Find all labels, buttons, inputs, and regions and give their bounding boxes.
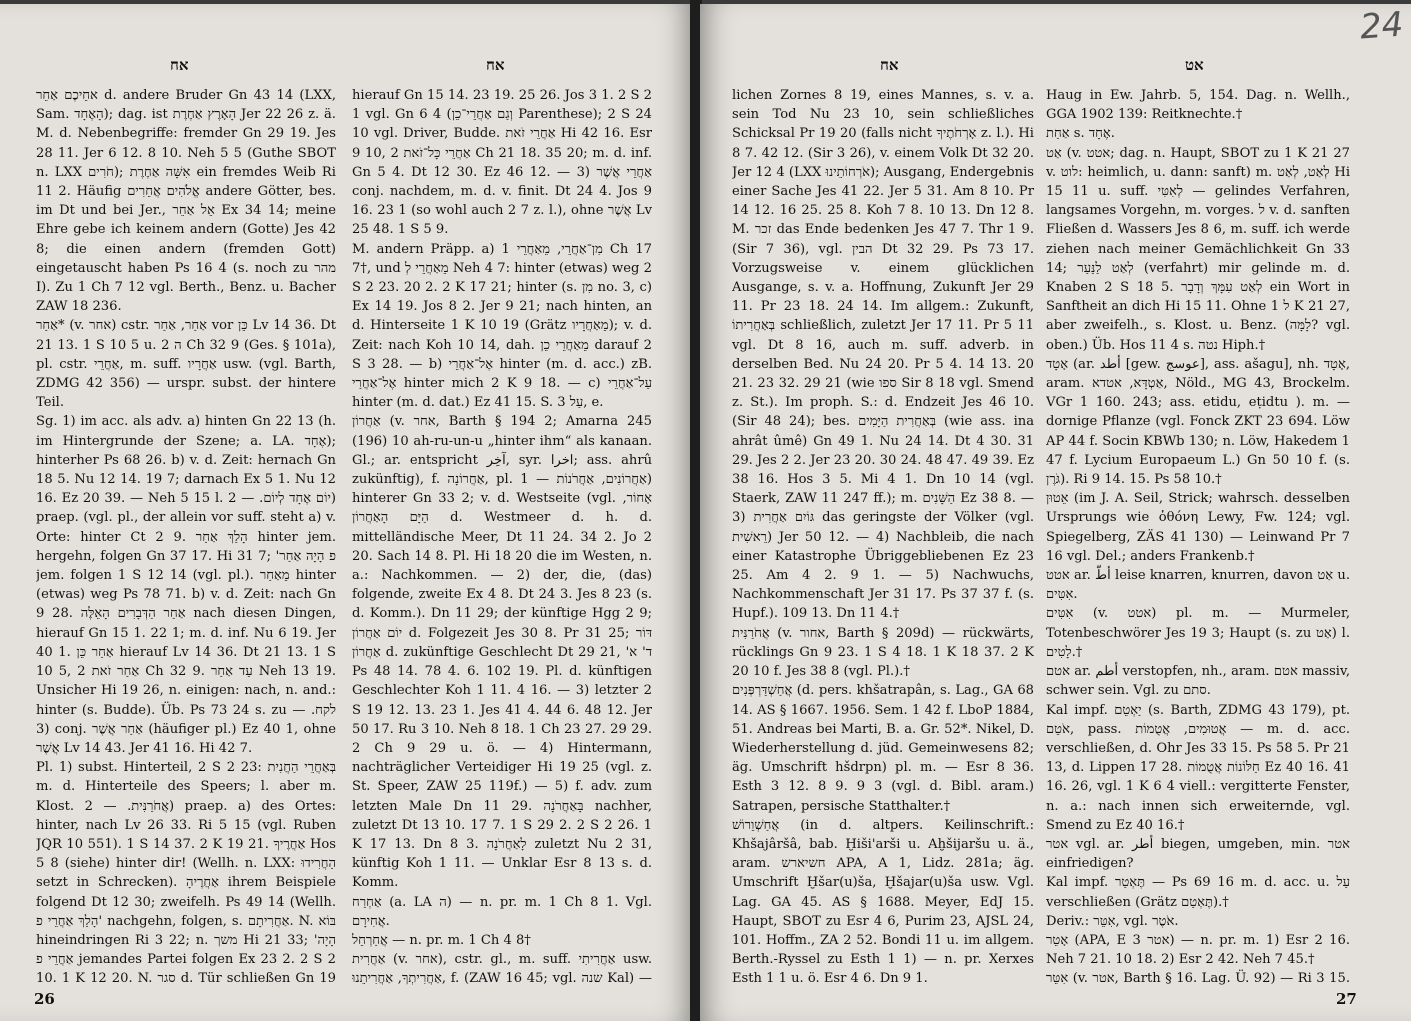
entry-paragraph: אַחֲרִית (v. אחר), cstr. gl., m. suff. אַחֲרִיתִי usw. אַחֲרִיתְךָ, אַחֲרִיתֵנוּ, f. (ZAW 16 45; vgl. שנה Kal) — xyxy=(352,952,652,986)
entry-paragraph: Haug in Ew. Jahrb. 5, 154. Dag. n. Wellh., GGA 1902 139: Reitknechte.† xyxy=(1046,88,1350,123)
entry-paragraph: אָטֵר (APA, E 3 אטר) — n. pr. m. 1) Esr 2 16. Neh 7 21. 10 18. 2) Esr 2 42. Neh 7 45.† xyxy=(1046,932,1350,968)
entry-paragraph: אִטֵּר (v. אטר, Barth § 16. Lag. Ü. 92) — Ri 3 15. xyxy=(1046,971,1350,986)
entry-paragraph: אטט ar. أطّ leise knarren, knurren, davon אַט u. אִטִּים. xyxy=(1046,568,1350,603)
entry-paragraph: אָטָד (ar. أطد [gew. عوسج], ass. ašagu], nh. אָטָד, aram. אַטְדָּא, אטדא, Nöld., MG 43, Brockelm. VGr 1 160. 243; ass. etidu, eṭidtu ). m. — dornige Pflanze (vgl. Fonck ZKT 23 694. Löw AP 44 f. Socin KBWb 130; n. Löw, Hakedem 1 47 f. Lycium Europaeum L.) Gn 50 10 f. (s. גֹּרֶן). Ri 9 14. 15. Ps 58 10.† xyxy=(1046,356,1350,488)
entry-paragraph: אַחְרַח (a. LA ה) — n. pr. m. 1 Ch 8 1. Vgl. אֲחִירָם. xyxy=(352,894,652,929)
right-page-column-1 xyxy=(732,86,1034,986)
left-page-number: 26 xyxy=(34,990,55,1008)
entry-paragraph: lichen Zornes 8 19, eines Mannes, s. v. a. sein Tod Nu 23 10, sein schließliches Schicksal Pr 19 20 (falls nicht אָרְחֹתֶיךָ z. l.). Hi 8 7. 42 12. (Sir 3 26), v. einem Volk Dt 32 20. Jer 12 4 (LXX אֹרְחוֹתֵינוּ); Ausgang, Endergebnis einer Sache Jes 41 22. Jer 5 31. Am 8 10. Pr 14 12. 16 25. 25 8. Koh 7 8. 10 13. Dn 12 8. M. זכר das Ende bedenken Jes 47 7. Thr 1 9. (Sir 7 36), vgl. הבין Dt 32 29. Ps 73 17. Vorzugsweise v. einem glücklichen Ausgange, s. v. a. Hoffnung, Zukunft Jer 29 11. Pr 23 18. 24 14. Im allgem.: Zukunft, בְּאַחֲרִיתוֹ schließlich, zuletzt Jer 17 11. Pr 5 11 vgl. Dt 8 16, auch m. suff. adverb. in derselben Bed. Nu 24 20. Pr 5 4. 14 13. 20 21. 23 32. 29 21 (wie ספו Sir 8 18 vgl. Smend z. St.). Im proph. S.: d. Endzeit Jes 46 10. (Sir 48 24); bes. בְּאַחֲרִית הַיָּמִים (wie ass. ina ahrât ûmê) Gn 49 1. Nu 24 14. Dt 4 30. 31 29. Jes 2 2. Jer 23 20. 30 24. 48 47. 49 39. Ez 38 16. Hos 3 5. Mi 4 1. Dn 10 14 (vgl. Staerk, ZAW 11 247 ff.); m. הַשָּׁנִים Ez 38 8. — 3) גּוֹיִם אַחֲרִית das geringste der Völker (vgl. רֵאשִׁית) Jer 50 12. — 4) Nachbleib, die nach einer Katastrophe Übriggebliebenen Ez 23 25. Am 4 2. 9 1. — 5) Nachwuchs, Nachkommenschaft Jer 31 17. Ps 37 37 f. (s. Hupf.). 109 13. Dn 11 4.† xyxy=(732,88,1034,622)
entry-paragraph: Pl. 1) subst. Hinterteil, 2 S 2 23: בְּאַחֲרֵי הַחֲנִית m. d. Hinterteile des Speers; l. aber m. Klost. אֲחֹרַנִּית. — 2) praep. a) des Ortes: hinter, nach Lv 26 33. Ri 5 15 (vgl. Ruben JQR 10 551). 1 S 14 37. 2 K 19 21. אַחֲרֶיךָ Hos 5 8 (siehe) hinter dir! (Wellh. n. LXX: הַחֲרִידוּ setzt in Schrecken). אַחֲרֶיהָ ihrem Beispiele folgend Dt 12 30; zweifelh. Ps 49 14 (Wellh. הָלַךְ אַחֲרֵי פ' nachgehn, folgen, s. אַחֲרִיתָם. N. בּוֹא hineindringen Ri 3 22; n. משך Hi 21 33; 'הָיָה אַחֲרֵי פ jemandes Partei folgen Ex 23 2. 2 S 2 10. 1 K 12 20. N. סגר d. Tür schließen Gn 19 xyxy=(36,760,336,986)
entry-paragraph: M. andern Präpp. a) מִן־אַחֲרֵי, מֵאַחֲרֵי 1 Ch 17 7†, und מֵאַחֲרֵי לְ Neh 4 7: hinter (etwas) weg 2 S 2 23. 20 2. 2 K 17 21; hinter (s. מִן no. 3, c) Ex 14 19. Jos 8 2. Jer 9 21; nach hinten, an d. Hinterseite 1 K 10 19 (Grätz מֵאַחֲרָיו); v. d. Zeit: nach Koh 10 14, dah. מֵאַחֲרֵי כֵן darauf 2 S 3 28. — b) אֶל־אַחֲרֵי hinter (m. d. acc.) zB. אֶל־אַחֲרַי hinter mich 2 K 9 18. — c) עַל־אַחֲרֵי hinter (m. d. dat.) Ez 41 15. S. עַל 3, e. xyxy=(352,241,652,411)
entry-paragraph: Deriv.: אִטֵּר, vgl. אֹטֶר. xyxy=(1046,913,1179,929)
entry-paragraph: אֲחַרְחֵל — n. pr. m. 1 Ch 4 8† xyxy=(352,932,531,948)
right-page-column-2 xyxy=(1046,86,1350,986)
entry-paragraph: Sg. 1) im acc. als adv. a) hinten Gn 22 13 (h. im Hintergrunde der Szene; a. LA. אֶחָד); hinterher Ps 68 26. b) v. d. Zeit: hernach Gn 18 5. Nu 12 14. 19 7; darnach Ex 5 1. Nu 12 16. Ez 20 39. — Neh 5 15 l. יוֹם אֶחָד לְיוֹם. — 2) praep. (vgl. pl., der allein vor suff. steht a) v. Orte: hinter Ct 2 9. הָלַךְ אַחַר hinter jem. hergehn, folgen Gn 37 17. Hi 31 7; 'פ הָיָה אַחַר jem. folgen 1 S 12 14 (vgl. pl.). מֵאַחַר hinter (etwas) weg Ps 78 71. b) v. d. Zeit: nach Gn 9 28. אַחַר הַדְּבָרִים הָאֵלֶּה nach diesen Dingen, hierauf Gn 15 1. 22 1; m. d. inf. Nu 6 19. Jer 40 1. אַחַר כֵּן hierauf Lv 14 36. Dt 21 13. 1 S 10 5, אַחַר זֹאת 2 Ch 32 9. עַד אַחַר Neh 13 19. Unsicher Hi 19 26, n. einigen: nach, n. and.: hinter (s. Budde). Üb. Ps 73 24 s. zu לקח. — 3) conj. אַחַר אֲשֶׁר (häufiger pl.) Ez 40 1, ohne אֲשֶׁר Lv 14 43. Jer 41 16. Hi 42 7. xyxy=(36,414,336,756)
entry-paragraph: Kal impf. יַאְטֵם (s. Barth, ZDMG 43 179), pt. אֹטֵם, pass. אֲטוּמִים, אֲטֻמוֹת — m. d. acc. verschließen, d. Ohr Jes 33 15. Ps 58 5. Pr 21 13, d. Lippen 17 28. חַלּוֹנוֹת אֲטֻמוֹת Ez 40 16. 41 16. 26, vgl. 1 K 6 4 viell.: vergitterte Fenster, n. a.: nach innen sich erweiternde, vgl. Smend zu Ez 40 16.† xyxy=(1046,702,1350,833)
folio-mark: 24 xyxy=(1358,4,1405,48)
entry-paragraph: אֲחֹרַנִּית (v. אחור, Barth § 209d) — rückwärts, rücklings Gn 9 23. 1 S 4 18. 1 K 18 37. 2 K 20 10 f. Jes 38 8 (vgl. Pl.).† xyxy=(732,625,1034,680)
entry-paragraph: אֲחַשְׁוֵרוֹשׁ (in d. altpers. Keilinschrift.: Khšajâršâ, bab. Ḫiši'arši u. Aḫšijaršu u. ä., aram. חשיארש APA, A 1, Lidz. 281a; äg. Umschrift Ḫšar(u)ša, Ḫšajar(u)ša usw. Vgl. Lag. GA 45. AS § 1688. Meyer, EdJ 15. Haupt, SBOT zu Esr 4 6, Purim 23, AJSL 24, 101. Hoffm., ZA 2 52. Bondi 11 u. im allgem. Berth.-Ryssel zu Esth 1 1) — n. pr. Xerxes Esth 1 1 u. ö. Esr 4 6. Dn 9 1. xyxy=(732,817,1034,986)
left-page-header-left: אח xyxy=(170,56,189,74)
right-page-number: 27 xyxy=(1336,990,1357,1008)
entry-paragraph: אַחֲרוֹן (v. אחר, Barth § 194 2; Amarna 245 (196) 10 ah-ru-un-u „hinter ihm“ als kanaan. Gl.; ar. entspricht آخِر, syr. اخرا; ass. ahrû zukünftig), f. אַחֲרוֹנָה, pl. אַחֲרוֹנִים, אַחֲרֹנוֹת — 1) hinterer Gn 33 2; v. d. Westseite (vgl. אָחוֹר, הַיָּם הָאַחֲרוֹן d. Westmeer d. h. d. mittelländische Meer, Dt 11 24. 34 2. Jo 2 20. Sach 14 8. Pl. Hi 18 20 die im Westen, n. a.: Nachkommen. — 2) der, die, (das) folgende, zweite Ex 4 8. Dt 24 3. Jes 8 23 (s. d. Komm.). Dn 11 29; der künftige Hgg 2 9; יוֹם אַחֲרוֹן d. Folgezeit Jes 30 8. Pr 31 25; דּוֹר אַחֲרוֹן d. zukünftige Geschlecht Dt 29 21, 'ד' א Ps 48 14. 78 4. 6. 102 19. Pl. d. künftigen Geschlechter Koh 1 11. 4 16. — 3) letzter 2 S 19 12. 13. 23 1. Jes 41 4. 44 6. 48 12. Jer 50 17. Ru 3 10. Neh 8 18. 1 Ch 23 27. 29 29. 2 Ch 9 29 u. ö. — 4) Hintermann, nachträglicher Verteidiger Hi 19 25 (vgl. z. St. Speer, ZAW 25 119f.) — 5) f. adv. zum letzten Male Dn 11 29. בָּאַחֲרֹנָה nachher, zuletzt Dt 13 10. 17 7. 1 S 29 2. 2 S 2 26. 1 K 17 13. Dn 8 3. לָאַחֲרֹנָה zuletzt Nu 2 31, künftig Koh 1 11. — Unklar Esr 8 13 s. d. Komm. xyxy=(352,414,652,891)
entry-paragraph: אטר vgl. ar. أطر biegen, umgeben, min. אטר einfriedigen? xyxy=(1046,836,1350,872)
left-page-header-right: אח xyxy=(486,56,505,74)
right-page-header-right: אט xyxy=(1185,56,1204,74)
right-page xyxy=(700,4,1411,1021)
entry-paragraph: אטם ar. أطم verstopfen, nh., aram. אטם massiv, schwer sein. Vgl. zu סתם. xyxy=(1046,664,1350,699)
left-page xyxy=(0,4,692,1021)
entry-paragraph: אַחַת s. אֶחָד. xyxy=(1046,126,1115,142)
entry-paragraph: אַט (v. אטט; dag. n. Haupt, SBOT zu 1 K 21 27 v. לוט: heimlich, u. dann: sanft) m. לְאַט, לְאַט Hi 15 11 u. suff. לְאִטִּי — gelindes Verfahren, langsames Vorgehn, m. vorges. ל v. d. sanften Fließen d. Wassers Jes 8 6, m. suff. ich werde ziehen nach meiner Gemächlichkeit Gn 33 14; לְאַט לַנַּעַר (verfahrt) mir gelinde m. d. Knaben 2 S 18 5. לְאַט עִמָּךְ וְדָבָר ein Wort in Sanftheit an dich Hi 15 11. Ohne ל 1 K 21 27, aber zweifelh., s. Klost. u. Benz. (לָמָּה? vgl. oben.) Üb. Hos 11 4 s. נטה Hiph.† xyxy=(1046,145,1350,353)
entry-paragraph: אֲחַשְׁדַּרְפְּנִים (d. pers. khšatrapân, s. Lag., GA 68 14. AS § 1667. 1956. Sem. 1 42 f. LboP 1884, 51. Andreas bei Marti, B. a. Gr. 52*. Nikel, D. Wiederherstellung d. jüd. Gemeinwesens 82; äg. Umschrift hšdrpn) pl. m. — Esr 8 36. Esth 3 12. 8 9. 9 3 (vgl. d. Bibl. aram.) Satrapen, persische Statthalter.† xyxy=(732,683,1034,814)
entry-paragraph: אֵטוּן (im J. A. Seil, Strick; wahrsch. desselben Ursprungs wie ὀθόνη Lewy, Fw. 124; vgl. Spiegelberg, ZÄS 41 130) — Leinwand Pr 7 16 vgl. Del.; anders Frankenb.† xyxy=(1046,491,1350,564)
entry-paragraph: אחֵיכֶם אַחֵר d. andere Bruder Gn 43 14 (LXX, Sam. הָאֶחָד); dag. ist הָאָרֶץ אַחֶרֶת Jer 22 26 z. ä. M. d. Nebenbegriffe: fremder Gn 29 19. Jes 28 11. Jer 6 12. 8 10. Neh 5 5 (Guthe SBOT n. LXX חֹרִים); אִשָּׁה אַחֶרֶת ein fremdes Weib Ri 11 2. Häufig אֱלֹהִים אֲחֵרִים andere Götter, bes. im Dt und bei Jer., אֵל אַחֵר Ex 34 14; meine Ehre gebe ich keinem andern (Gotte) Jes 42 8; die einen andern (fremden Gott) eingetauscht haben Ps 16 4 (s. noch zu מהר I). Zu 1 Ch 7 12 vgl. Berth., Benz. u. Bacher ZAW 18 236. xyxy=(36,88,336,315)
right-page-header-left: אח xyxy=(880,56,899,74)
left-page-column-2 xyxy=(352,86,652,986)
entry-paragraph: hierauf Gn 15 14. 23 19. 25 26. Jos 3 1. 2 S 2 1 vgl. Gn 6 4 (וְגַם אַחֲרֵי־כֵן Parenthese); 2 S 24 10 vgl. Driver, Budde. אַחֲרֵי זֹאת Hi 42 16. Esr 9 10, אַחֲרֵי כָּל־זֹאת 2 Ch 21 18. 35 20; m. d. inf. Gn 5 4. Dt 12 30. Ez 46 12. — 3) אַחֲרֵי אֲשֶׁר conj. nachdem, m. d. v. finit. Dt 24 4. Jos 9 16. 23 1 (so wohl auch 2 7 z. l.), ohne אֲשֶׁר Lv 25 48. 1 S 5 9. xyxy=(352,88,652,238)
entry-paragraph: אַחַר* (v. אחר) cstr. אַחַר, אַחַר vor כֵּן Lv 14 36. Dt 21 13. 1 S 10 5 u. ה 2 Ch 32 9 (Ges. § 101a), pl. cstr. אַחֲרֵי, m. suff. אַחֲרָיו usw. (vgl. Barth, ZDMG 42 356) — urspr. subst. der hintere Teil. xyxy=(36,318,336,411)
entry-paragraph: אִטִּים (v. אטט) pl. m. — Murmeler, Totenbeschwörer Jes 19 3; Haupt (s. zu אַט) l. לָטִים.† xyxy=(1046,606,1350,660)
entry-paragraph: Kal impf. תֶּאְטַר — Ps 69 16 m. d. acc. u. עַל verschließen (Grätz תֶּאְטַם).† xyxy=(1046,875,1350,910)
left-page-column-1 xyxy=(36,86,336,986)
